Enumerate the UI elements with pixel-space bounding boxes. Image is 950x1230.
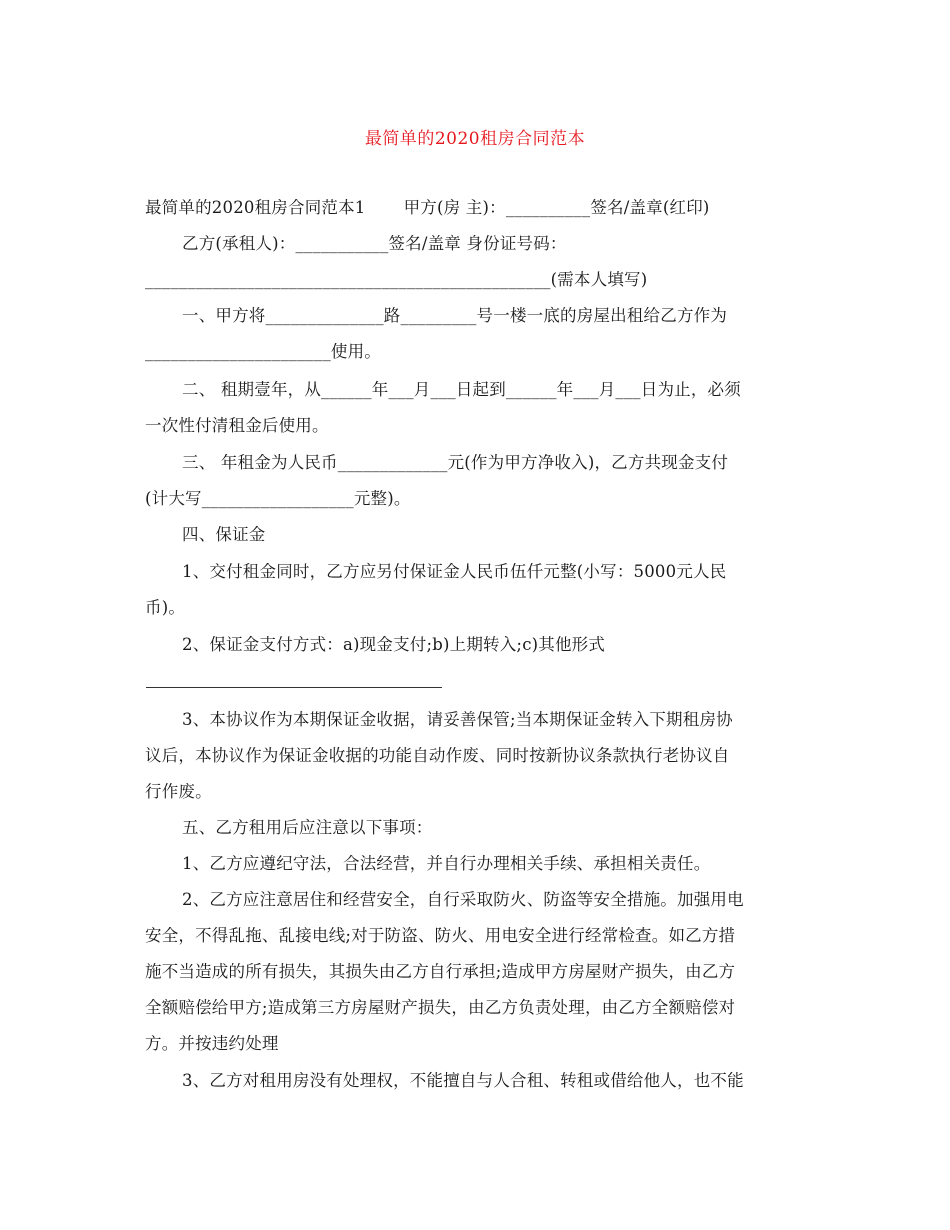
deposit-item-2-line: 2、保证金支付方式：a)现金支付;b)上期转入;c)其他形式 [182,635,606,654]
clause-2-line-2: 一次性付清租金后使用。 [145,416,329,435]
notice-item-2-line-1: 2、乙方应注意居住和经营安全，自行采取防火、防盗等安全措施。加强用电 [182,890,744,909]
clause-3-line-2: (计大写__________________元整)。 [145,489,411,508]
notice-item-2-line-2: 安全，不得乱拖、乱接电线;对于防盗、防火、用电安全进行经常检查。如乙方措 [145,926,736,945]
party-a-line: 最简单的2020租房合同范本1 甲方(房 主)：__________签名/盖章(红印) [145,198,710,217]
deposit-item-3-line-1: 3、本协议作为本期保证金收据，请妥善保管;当本期保证金转入下期租房协 [182,710,733,729]
notice-item-1-line: 1、乙方应遵纪守法，合法经营，并自行办理相关手续、承担相关责任。 [182,854,711,873]
clause-4-heading: 四、保证金 [182,525,266,544]
deposit-item-3-line-2: 议后，本协议作为保证金收据的功能自动作废、同时按新协议条款执行老协议自 [145,746,730,765]
clause-1-line-1: 一、甲方将______________路_________号一楼一底的房屋出租给乙方作为 [182,306,728,325]
notice-item-2-line-3: 施不当造成的所有损失，其损失由乙方自行承担;造成甲方房屋财产损失，由乙方 [145,962,736,981]
blank-underline [146,687,442,688]
clause-3-line-1: 三、 年租金为人民币_____________元(作为甲方净收入)，乙方共现金支付 [182,453,729,472]
document-title: 最简单的2020租房合同范本 [364,129,586,149]
notice-item-3-line-1: 3、乙方对租用房没有处理权，不能擅自与人合租、转租或借给他人，也不能 [182,1071,744,1090]
clause-1-line-2: ______________________使用。 [145,342,381,361]
clause-5-heading: 五、乙方租用后应注意以下事项： [182,818,433,837]
deposit-item-1-line-1: 1、交付租金同时，乙方应另付保证金人民币伍仟元整(小写：5000元人民 [182,562,727,581]
id-number-line: ________________________________________________(需本人填写) [145,270,648,289]
clause-2-line-1: 二、 租期壹年，从______年___月___日起到______年___月___日为止，必须 [182,380,741,399]
party-b-line: 乙方(承租人)：___________签名/盖章 身份证号码： [182,234,567,253]
notice-item-2-line-5: 方。并按违约处理 [145,1034,279,1053]
notice-item-2-line-4: 全额赔偿给甲方;造成第三方房屋财产损失，由乙方负责处理，由乙方全额赔偿对 [145,998,736,1017]
deposit-item-1-line-2: 币)。 [145,598,186,617]
deposit-item-3-line-3: 行作废。 [145,782,212,801]
